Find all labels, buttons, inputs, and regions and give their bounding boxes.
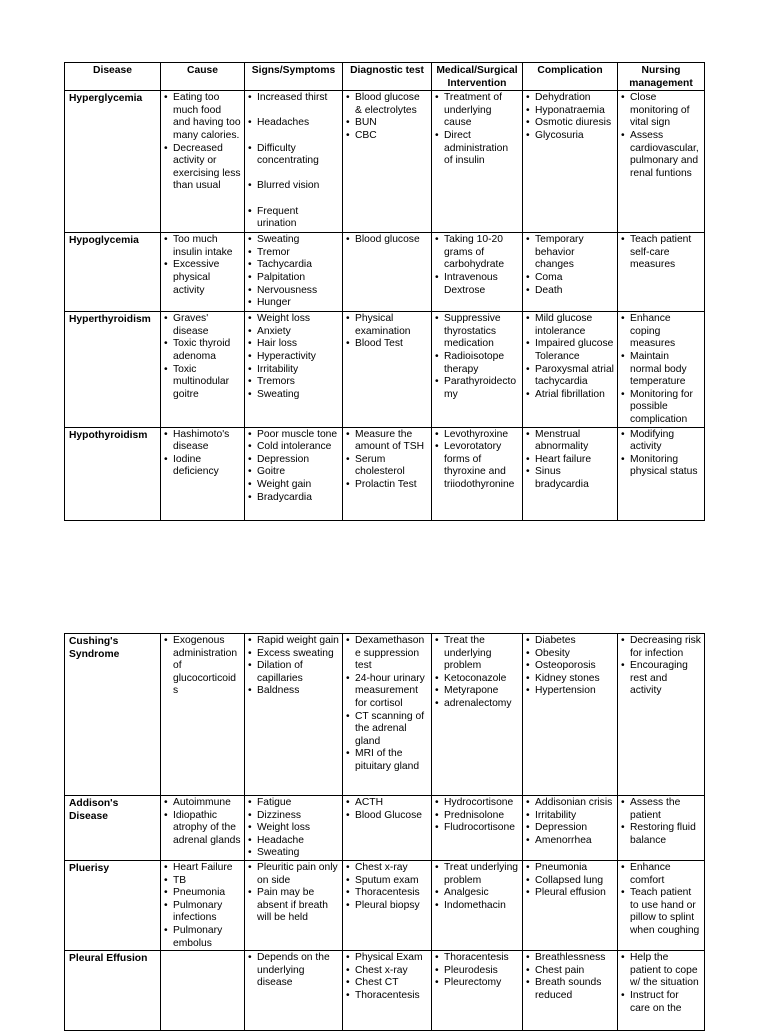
- signs-cell: [245, 312, 343, 427]
- list-item: • Teach patient to use hand or pillow to splint when coughing: [621, 887, 701, 937]
- list-item: • Toxic thyroid adenoma: [164, 338, 241, 363]
- list-item: • Treat underlying problem: [435, 862, 519, 887]
- list-item: • Treatment of underlying cause: [435, 92, 519, 130]
- bullet-list: [346, 862, 428, 912]
- list-item: • Blood Test: [346, 338, 428, 351]
- signs-cell: [245, 634, 343, 796]
- list-item: • Sweating: [248, 234, 339, 247]
- bullet-list: [248, 234, 339, 310]
- list-item: • Difficulty concentrating: [248, 143, 339, 168]
- bullet-list: [435, 234, 519, 297]
- bullet-list: [526, 635, 614, 698]
- list-item: • Pleural effusion: [526, 887, 614, 900]
- list-item: • Close monitoring of vital sign: [621, 92, 701, 130]
- bullet-list: [526, 234, 614, 297]
- list-item: • Anxiety: [248, 326, 339, 339]
- list-item: • Idiopathic atrophy of the adrenal glands: [164, 810, 241, 848]
- list-item: • CBC: [346, 130, 428, 143]
- nursing-cell: [618, 796, 705, 861]
- disease-table-adrenal-pleural: [64, 633, 705, 1031]
- bullet-list: [526, 797, 614, 847]
- table-row: [65, 634, 705, 796]
- bullet-list: [346, 429, 428, 492]
- list-item: • Help the patient to cope w/ the situation: [621, 952, 701, 990]
- list-item: • Weight loss: [248, 313, 339, 326]
- table-row: [65, 861, 705, 951]
- diagnostic-cell: [343, 951, 432, 1031]
- list-item: • Pleurodesis: [435, 965, 519, 978]
- list-item: • Too much insulin intake: [164, 234, 241, 259]
- list-item: • Chest x-ray: [346, 862, 428, 875]
- bullet-list: [526, 92, 614, 142]
- list-item: • Pneumonia: [164, 887, 241, 900]
- signs-cell: [245, 427, 343, 520]
- bullet-list: [435, 429, 519, 492]
- list-item: • CT scanning of the adrenal gland: [346, 711, 428, 749]
- list-item: • Thoracentesis: [435, 952, 519, 965]
- list-item: • Depression: [526, 822, 614, 835]
- header-signs-symptoms: Signs/Symptoms: [245, 63, 343, 91]
- bullet-list: [621, 635, 701, 698]
- list-item: • Hashimoto's disease: [164, 429, 241, 454]
- list-item: • Pleurectomy: [435, 977, 519, 990]
- list-item: • Sputum exam: [346, 875, 428, 888]
- list-item: • Modifying activity: [621, 429, 701, 454]
- bullet-list: [248, 313, 339, 401]
- list-item: • Heart Failure: [164, 862, 241, 875]
- list-item: • Goitre: [248, 466, 339, 479]
- disease-name-cell: Addison's Disease: [65, 796, 161, 861]
- bullet-list: [248, 92, 339, 231]
- list-item: • Assess cardiovascular, pulmonary and renal funtions: [621, 130, 701, 180]
- list-item: • Maintain normal body temperature: [621, 351, 701, 389]
- nursing-cell: [618, 312, 705, 427]
- list-item: • Amenorrhea: [526, 835, 614, 848]
- bullet-list: [621, 797, 701, 847]
- signs-cell: [245, 91, 343, 233]
- bullet-list: [346, 635, 428, 774]
- header-cause: Cause: [161, 63, 245, 91]
- bullet-list: [526, 429, 614, 492]
- list-item: • Metyrapone: [435, 685, 519, 698]
- list-item: • Bradycardia: [248, 492, 339, 505]
- cause-cell: [161, 951, 245, 1031]
- list-item: • Menstrual abnormality: [526, 429, 614, 454]
- intervention-cell: [432, 312, 523, 427]
- list-item: • Obesity: [526, 648, 614, 661]
- list-item: • Iodine deficiency: [164, 454, 241, 479]
- list-item: • Decreasing risk for infection: [621, 635, 701, 660]
- bullet-list: [164, 234, 241, 297]
- bullet-list: [526, 952, 614, 1002]
- disease-table-endocrine: [64, 62, 705, 521]
- signs-cell: [245, 796, 343, 861]
- list-item: • Dexamethasone suppression test: [346, 635, 428, 673]
- complication-cell: [523, 91, 618, 233]
- table-row: [65, 427, 705, 520]
- list-item: • Glycosuria: [526, 130, 614, 143]
- signs-cell: [245, 233, 343, 312]
- bullet-list: [435, 952, 519, 990]
- list-item: • Dizziness: [248, 810, 339, 823]
- list-item: • Hydrocortisone: [435, 797, 519, 810]
- diagnostic-cell: [343, 91, 432, 233]
- bullet-list: [248, 797, 339, 860]
- complication-cell: [523, 233, 618, 312]
- list-item: • Cold intolerance: [248, 441, 339, 454]
- bullet-list: [248, 952, 339, 990]
- cause-cell: [161, 427, 245, 520]
- list-item: • Impaired glucose Tolerance: [526, 338, 614, 363]
- list-item: • Heart failure: [526, 454, 614, 467]
- disease-name-cell: Pleural Effusion: [65, 951, 161, 1031]
- list-item: • Irritability: [248, 364, 339, 377]
- list-item: • Pleuritic pain only on side: [248, 862, 339, 887]
- bullet-list: [164, 313, 241, 401]
- list-item: • Breathlessness: [526, 952, 614, 965]
- intervention-cell: [432, 796, 523, 861]
- list-item: • BUN: [346, 117, 428, 130]
- bullet-list: [346, 234, 428, 247]
- list-item: • Frequent urination: [248, 206, 339, 231]
- list-item: • Toxic multinodular goitre: [164, 364, 241, 402]
- complication-cell: [523, 427, 618, 520]
- list-item: • Prolactin Test: [346, 479, 428, 492]
- complication-cell: [523, 796, 618, 861]
- list-item: • Restoring fluid balance: [621, 822, 701, 847]
- list-item: • Coma: [526, 272, 614, 285]
- disease-name-cell: Cushing's Syndrome: [65, 634, 161, 796]
- bullet-list: [248, 635, 339, 698]
- list-item: • Direct administration of insulin: [435, 130, 519, 168]
- diagnostic-cell: [343, 634, 432, 796]
- intervention-cell: [432, 91, 523, 233]
- table-row: [65, 233, 705, 312]
- cause-cell: [161, 233, 245, 312]
- list-item: • Tremors: [248, 376, 339, 389]
- list-item: • Pulmonary embolus: [164, 925, 241, 950]
- list-item: • Breath sounds reduced: [526, 977, 614, 1002]
- diagnostic-cell: [343, 233, 432, 312]
- list-item: • Indomethacin: [435, 900, 519, 913]
- cause-cell: [161, 91, 245, 233]
- list-item: • Nervousness: [248, 285, 339, 298]
- list-item: • Tremor: [248, 247, 339, 260]
- list-item: • Excess sweating: [248, 648, 339, 661]
- list-item: • Depression: [248, 454, 339, 467]
- complication-cell: [523, 312, 618, 427]
- list-item: • Atrial fibrillation: [526, 389, 614, 402]
- list-item: • Serum cholesterol: [346, 454, 428, 479]
- bullet-list: [435, 635, 519, 711]
- list-item: • Analgesic: [435, 887, 519, 900]
- disease-name-cell: Hyperthyroidism: [65, 312, 161, 427]
- list-item: • Poor muscle tone: [248, 429, 339, 442]
- signs-cell: [245, 861, 343, 951]
- bullet-list: [346, 952, 428, 1002]
- list-item: • Blurred vision: [248, 180, 339, 193]
- list-item: • Sweating: [248, 847, 339, 860]
- list-item: • Parathyroidectomy: [435, 376, 519, 401]
- list-item: • Rapid weight gain: [248, 635, 339, 648]
- disease-name-cell: Pluerisy: [65, 861, 161, 951]
- list-item: • Encouraging rest and activity: [621, 660, 701, 698]
- list-item: • Enhance comfort: [621, 862, 701, 887]
- diagnostic-cell: [343, 427, 432, 520]
- list-item: • Hypertension: [526, 685, 614, 698]
- nursing-cell: [618, 634, 705, 796]
- list-item: • Pain may be absent if breath will be held: [248, 887, 339, 925]
- list-item: • Physical examination: [346, 313, 428, 338]
- intervention-cell: [432, 634, 523, 796]
- bullet-list: [248, 429, 339, 505]
- bullet-list: [248, 862, 339, 925]
- list-item: • Chest CT: [346, 977, 428, 990]
- list-item: • Baldness: [248, 685, 339, 698]
- nursing-cell: [618, 91, 705, 233]
- bullet-list: [346, 797, 428, 822]
- list-item: • Hunger: [248, 297, 339, 310]
- bullet-list: [621, 862, 701, 938]
- table-row: [65, 91, 705, 233]
- list-item: • Fatigue: [248, 797, 339, 810]
- complication-cell: [523, 634, 618, 796]
- bullet-list: [621, 952, 701, 1015]
- list-item: • Radioisotope therapy: [435, 351, 519, 376]
- list-item: • Ketoconazole: [435, 673, 519, 686]
- list-item: • Blood glucose & electrolytes: [346, 92, 428, 117]
- cause-cell: [161, 861, 245, 951]
- bullet-list: [621, 92, 701, 180]
- list-item: • Osmotic diuresis: [526, 117, 614, 130]
- list-item: • Monitoring for possible complication: [621, 389, 701, 427]
- disease-name-cell: Hypoglycemia: [65, 233, 161, 312]
- list-item: • Assess the patient: [621, 797, 701, 822]
- list-item: • Thoracentesis: [346, 887, 428, 900]
- list-item: • Hyponatraemia: [526, 105, 614, 118]
- list-item: • Paroxysmal atrial tachycardia: [526, 364, 614, 389]
- list-item: • Pneumonia: [526, 862, 614, 875]
- list-item: • Thoracentesis: [346, 990, 428, 1003]
- list-item: • Pulmonary infections: [164, 900, 241, 925]
- list-item: • Addisonian crisis: [526, 797, 614, 810]
- list-item: • Hair loss: [248, 338, 339, 351]
- disease-name-cell: Hyperglycemia: [65, 91, 161, 233]
- list-item: • Sweating: [248, 389, 339, 402]
- list-item: • Depends on the underlying disease: [248, 952, 339, 990]
- list-item: • MRI of the pituitary gland: [346, 748, 428, 773]
- list-item: • Headaches: [248, 117, 339, 130]
- list-item: • Osteoporosis: [526, 660, 614, 673]
- list-item: • Mild glucose intolerance: [526, 313, 614, 338]
- header-nursing-management: Nursing management: [618, 63, 705, 91]
- diagnostic-cell: [343, 312, 432, 427]
- list-item: • Prednisolone: [435, 810, 519, 823]
- bullet-list: [164, 92, 241, 193]
- bullet-list: [164, 635, 241, 698]
- list-item: • Enhance coping measures: [621, 313, 701, 351]
- list-item: • Dilation of capillaries: [248, 660, 339, 685]
- list-item: • Weight gain: [248, 479, 339, 492]
- header-diagnostic-test: Diagnostic test: [343, 63, 432, 91]
- list-item: • Tachycardia: [248, 259, 339, 272]
- nursing-cell: [618, 427, 705, 520]
- complication-cell: [523, 951, 618, 1031]
- list-item: • Graves' disease: [164, 313, 241, 338]
- complication-cell: [523, 861, 618, 951]
- list-item: • Kidney stones: [526, 673, 614, 686]
- bullet-list: [435, 313, 519, 401]
- bullet-list: [435, 797, 519, 835]
- list-item: • Weight loss: [248, 822, 339, 835]
- cause-cell: [161, 312, 245, 427]
- list-item: • Palpitation: [248, 272, 339, 285]
- intervention-cell: [432, 233, 523, 312]
- nursing-cell: [618, 233, 705, 312]
- list-item: • Pleural biopsy: [346, 900, 428, 913]
- intervention-cell: [432, 861, 523, 951]
- intervention-cell: [432, 951, 523, 1031]
- signs-cell: [245, 951, 343, 1031]
- list-item: • Excessive physical activity: [164, 259, 241, 297]
- bullet-list: [164, 862, 241, 950]
- intervention-cell: [432, 427, 523, 520]
- list-item: • Sinus bradycardia: [526, 466, 614, 491]
- header-disease: Disease: [65, 63, 161, 91]
- cause-cell: [161, 634, 245, 796]
- list-item: • 24-hour urinary measurement for cortisol: [346, 673, 428, 711]
- list-item: • Death: [526, 285, 614, 298]
- list-item: • Monitoring physical status: [621, 454, 701, 479]
- list-item: • Measure the amount of TSH: [346, 429, 428, 454]
- list-item: • Blood glucose: [346, 234, 428, 247]
- list-item: • Temporary behavior changes: [526, 234, 614, 272]
- bullet-list: [526, 313, 614, 401]
- table-row: [65, 796, 705, 861]
- table-header-row: [65, 63, 705, 91]
- list-item: • ACTH: [346, 797, 428, 810]
- list-item: • Teach patient self-care measures: [621, 234, 701, 272]
- nursing-cell: [618, 861, 705, 951]
- list-item: • Chest x-ray: [346, 965, 428, 978]
- bullet-list: [435, 92, 519, 168]
- list-item: • Dehydration: [526, 92, 614, 105]
- list-item: • TB: [164, 875, 241, 888]
- list-item: • Intravenous Dextrose: [435, 272, 519, 297]
- list-item: • Exogenous administration of glucocorticoids: [164, 635, 241, 698]
- bullet-list: [435, 862, 519, 912]
- list-item: • Physical Exam: [346, 952, 428, 965]
- diagnostic-cell: [343, 861, 432, 951]
- bullet-list: [621, 234, 701, 272]
- list-item: • Headache: [248, 835, 339, 848]
- list-item: • Levorotatory forms of thyroxine and triiodothyronine: [435, 441, 519, 491]
- bullet-list: [621, 313, 701, 426]
- bullet-list: [346, 313, 428, 351]
- list-item: • Taking 10-20 grams of carbohydrate: [435, 234, 519, 272]
- header-complication: Complication: [523, 63, 618, 91]
- list-item: • adrenalectomy: [435, 698, 519, 711]
- list-item: • Hyperactivity: [248, 351, 339, 364]
- list-item: • Increased thirst: [248, 92, 339, 105]
- list-item: • Autoimmune: [164, 797, 241, 810]
- bullet-list: [164, 429, 241, 479]
- header-medical-surgical-intervention: Medical/Surgical Intervention: [432, 63, 523, 91]
- list-item: • Eating too much food and having too many calories.: [164, 92, 241, 142]
- bullet-list: [164, 797, 241, 847]
- list-item: • Treat the underlying problem: [435, 635, 519, 673]
- list-item: • Collapsed lung: [526, 875, 614, 888]
- list-item: • Decreased activity or exercising less than usual: [164, 143, 241, 193]
- bullet-list: [621, 429, 701, 479]
- list-item: • Blood Glucose: [346, 810, 428, 823]
- list-item: • Chest pain: [526, 965, 614, 978]
- nursing-cell: [618, 951, 705, 1031]
- bullet-list: [526, 862, 614, 900]
- list-item: • Fludrocortisone: [435, 822, 519, 835]
- diagnostic-cell: [343, 796, 432, 861]
- list-item: • Irritability: [526, 810, 614, 823]
- table-row: [65, 951, 705, 1031]
- cause-cell: [161, 796, 245, 861]
- list-item: • Instruct for care on the: [621, 990, 701, 1015]
- list-item: • Suppressive thyrostatics medication: [435, 313, 519, 351]
- disease-name-cell: Hypothyroidism: [65, 427, 161, 520]
- table-row: [65, 312, 705, 427]
- list-item: • Diabetes: [526, 635, 614, 648]
- list-item: • Levothyroxine: [435, 429, 519, 442]
- bullet-list: [346, 92, 428, 142]
